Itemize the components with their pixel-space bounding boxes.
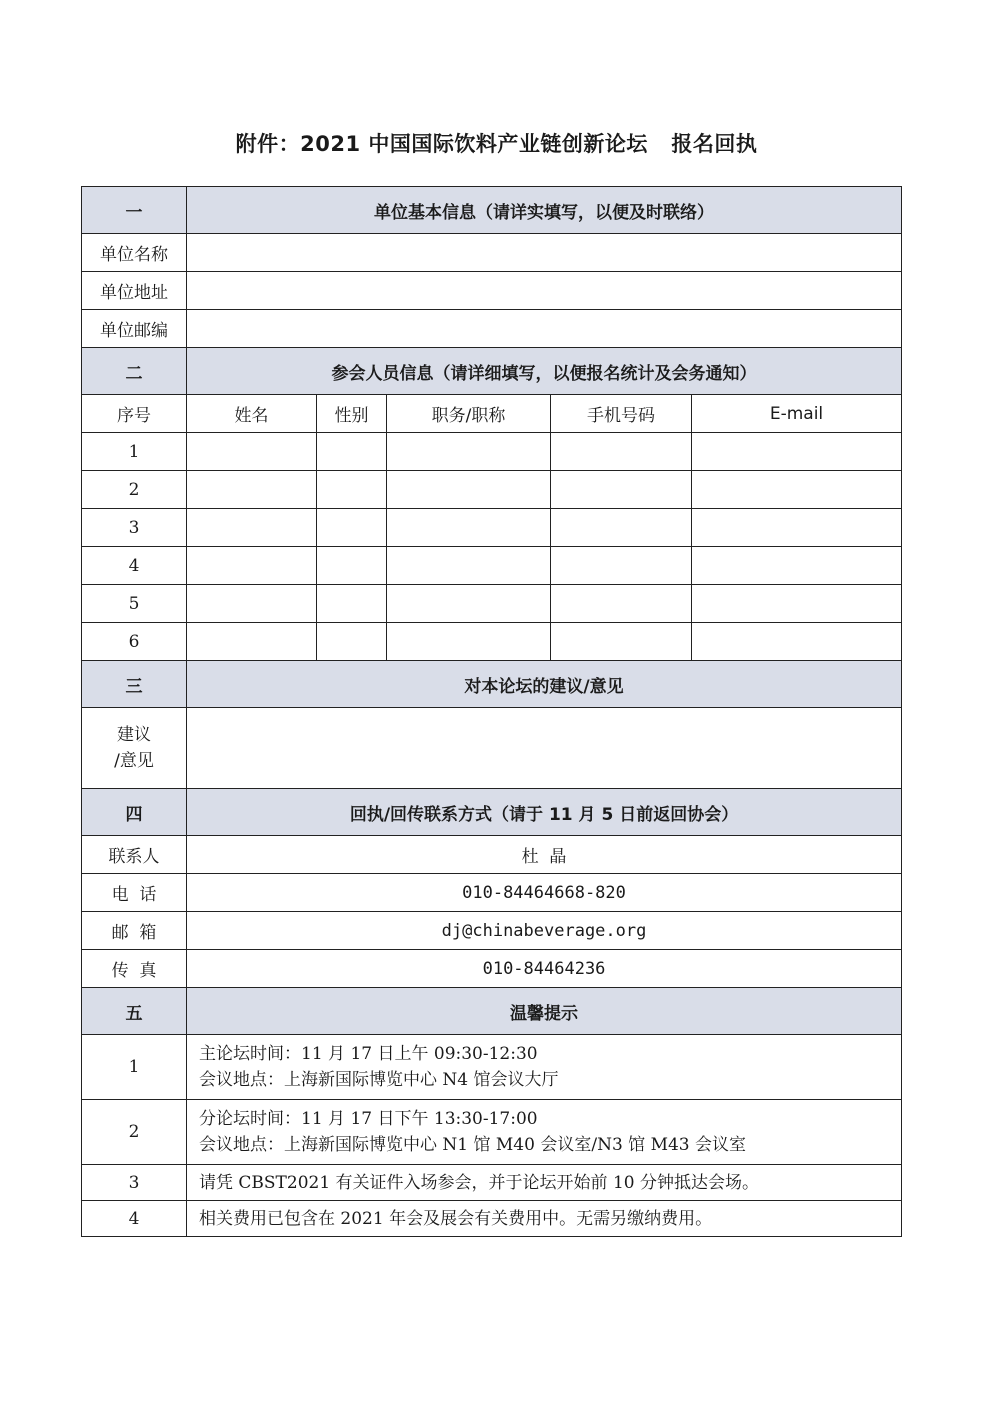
tip-number: 1 bbox=[82, 1035, 187, 1100]
column-header-name: 姓名 bbox=[187, 395, 317, 433]
attendee-row bbox=[82, 585, 902, 623]
unit-name-row bbox=[82, 234, 902, 272]
attendee-gender-cell[interactable] bbox=[317, 433, 387, 471]
attendee-title-cell[interactable] bbox=[387, 547, 551, 585]
unit-address-field[interactable] bbox=[187, 272, 902, 310]
section-header-4 bbox=[82, 789, 902, 836]
attendee-title-cell[interactable] bbox=[387, 623, 551, 661]
tip-row bbox=[82, 1035, 902, 1100]
attendee-gender-cell[interactable] bbox=[317, 471, 387, 509]
attendee-phone-cell[interactable] bbox=[551, 623, 692, 661]
tip-row bbox=[82, 1165, 902, 1201]
contact-person-label: 联系人 bbox=[82, 836, 187, 874]
column-header-email: E-mail bbox=[692, 395, 902, 433]
tip-row bbox=[82, 1201, 902, 1237]
attendee-phone-cell[interactable] bbox=[551, 585, 692, 623]
tip-text: 请凭 CBST2021 有关证件入场参会，并于论坛开始前 10 分钟抵达会场。 bbox=[187, 1165, 902, 1201]
phone-label: 电 话 bbox=[82, 874, 187, 912]
section-title: 对本论坛的建议/意见 bbox=[187, 661, 902, 708]
attendee-row bbox=[82, 547, 902, 585]
column-header-gender: 性别 bbox=[317, 395, 387, 433]
attendee-gender-cell[interactable] bbox=[317, 509, 387, 547]
suggestion-label bbox=[82, 708, 187, 789]
contact-row bbox=[82, 836, 902, 874]
suggestion-field[interactable] bbox=[187, 708, 902, 789]
tip-number: 2 bbox=[82, 1100, 187, 1165]
email-label: 邮 箱 bbox=[82, 912, 187, 950]
tip-line: 会议地点：上海新国际博览中心 N4 馆会议大厅 bbox=[199, 1070, 559, 1090]
section-title: 温馨提示 bbox=[187, 988, 902, 1035]
column-header-index: 序号 bbox=[82, 395, 187, 433]
column-header-title: 职务/职称 bbox=[387, 395, 551, 433]
attendee-name-cell[interactable] bbox=[187, 509, 317, 547]
attendee-name-cell[interactable] bbox=[187, 547, 317, 585]
attendee-email-cell[interactable] bbox=[692, 547, 902, 585]
section-number: 二 bbox=[82, 348, 187, 395]
tip-line: 分论坛时间：11 月 17 日下午 13:30-17:00 bbox=[199, 1109, 538, 1129]
tip-line: 主论坛时间：11 月 17 日上午 09:30-12:30 bbox=[199, 1044, 538, 1064]
attendee-index: 2 bbox=[82, 471, 187, 509]
unit-address-label: 单位地址 bbox=[82, 272, 187, 310]
section-header-1 bbox=[82, 187, 902, 234]
unit-address-row bbox=[82, 272, 902, 310]
attendee-index: 3 bbox=[82, 509, 187, 547]
attendee-email-cell[interactable] bbox=[692, 471, 902, 509]
attendee-index: 4 bbox=[82, 547, 187, 585]
fax-label: 传 真 bbox=[82, 950, 187, 988]
attendee-phone-cell[interactable] bbox=[551, 547, 692, 585]
attendee-phone-cell[interactable] bbox=[551, 433, 692, 471]
unit-postcode-label: 单位邮编 bbox=[82, 310, 187, 348]
fax-value: 010-84464236 bbox=[187, 950, 902, 988]
attendee-index: 1 bbox=[82, 433, 187, 471]
tip-text bbox=[187, 1100, 902, 1165]
contact-row bbox=[82, 874, 902, 912]
section-number: 三 bbox=[82, 661, 187, 708]
attendee-phone-cell[interactable] bbox=[551, 471, 692, 509]
attendee-row bbox=[82, 509, 902, 547]
attendee-gender-cell[interactable] bbox=[317, 623, 387, 661]
attendee-email-cell[interactable] bbox=[692, 585, 902, 623]
unit-name-label: 单位名称 bbox=[82, 234, 187, 272]
suggestion-label-line2: /意见 bbox=[114, 751, 154, 771]
section-header-2 bbox=[82, 348, 902, 395]
attendee-name-cell[interactable] bbox=[187, 623, 317, 661]
suggestion-row bbox=[82, 708, 902, 789]
section-number: 四 bbox=[82, 789, 187, 836]
attendee-index: 5 bbox=[82, 585, 187, 623]
attendee-name-cell[interactable] bbox=[187, 471, 317, 509]
tip-number: 4 bbox=[82, 1201, 187, 1237]
tip-row bbox=[82, 1100, 902, 1165]
attendee-phone-cell[interactable] bbox=[551, 509, 692, 547]
attendee-title-cell[interactable] bbox=[387, 433, 551, 471]
attendee-email-cell[interactable] bbox=[692, 623, 902, 661]
section-title: 单位基本信息（请详实填写，以便及时联络） bbox=[187, 187, 902, 234]
attendee-row bbox=[82, 623, 902, 661]
email-value: dj@chinabeverage.org bbox=[187, 912, 902, 950]
section-title: 回执/回传联系方式（请于 11 月 5 日前返回协会） bbox=[187, 789, 902, 836]
suggestion-label-line1: 建议 bbox=[117, 725, 151, 745]
tip-text: 相关费用已包含在 2021 年会及展会有关费用中。无需另缴纳费用。 bbox=[187, 1201, 902, 1237]
contact-row bbox=[82, 950, 902, 988]
attendee-row bbox=[82, 433, 902, 471]
attendee-gender-cell[interactable] bbox=[317, 547, 387, 585]
attendee-index: 6 bbox=[82, 623, 187, 661]
column-header-phone: 手机号码 bbox=[551, 395, 692, 433]
section-number: 一 bbox=[82, 187, 187, 234]
attendee-title-cell[interactable] bbox=[387, 509, 551, 547]
registration-form bbox=[81, 186, 902, 1237]
attendee-email-cell[interactable] bbox=[692, 433, 902, 471]
attendee-title-cell[interactable] bbox=[387, 471, 551, 509]
contact-person-value: 杜 晶 bbox=[187, 836, 902, 874]
attendee-name-cell[interactable] bbox=[187, 433, 317, 471]
attendee-title-cell[interactable] bbox=[387, 585, 551, 623]
tip-text bbox=[187, 1035, 902, 1100]
contact-row bbox=[82, 912, 902, 950]
tip-number: 3 bbox=[82, 1165, 187, 1201]
section-number: 五 bbox=[82, 988, 187, 1035]
attendee-row bbox=[82, 471, 902, 509]
attendee-column-headers bbox=[82, 395, 902, 433]
attendee-email-cell[interactable] bbox=[692, 509, 902, 547]
section-header-3 bbox=[82, 661, 902, 708]
document-title: 附件：2021 中国国际饮料产业链创新论坛 报名回执 bbox=[235, 132, 758, 156]
attendee-gender-cell[interactable] bbox=[317, 585, 387, 623]
unit-postcode-row bbox=[82, 310, 902, 348]
attendee-name-cell[interactable] bbox=[187, 585, 317, 623]
section-header-5 bbox=[82, 988, 902, 1035]
section-title: 参会人员信息（请详细填写，以便报名统计及会务通知） bbox=[187, 348, 902, 395]
unit-postcode-field[interactable] bbox=[187, 310, 902, 348]
unit-name-field[interactable] bbox=[187, 234, 902, 272]
tip-line: 会议地点：上海新国际博览中心 N1 馆 M40 会议室/N3 馆 M43 会议室 bbox=[199, 1135, 747, 1155]
phone-value: 010-84464668-820 bbox=[187, 874, 902, 912]
